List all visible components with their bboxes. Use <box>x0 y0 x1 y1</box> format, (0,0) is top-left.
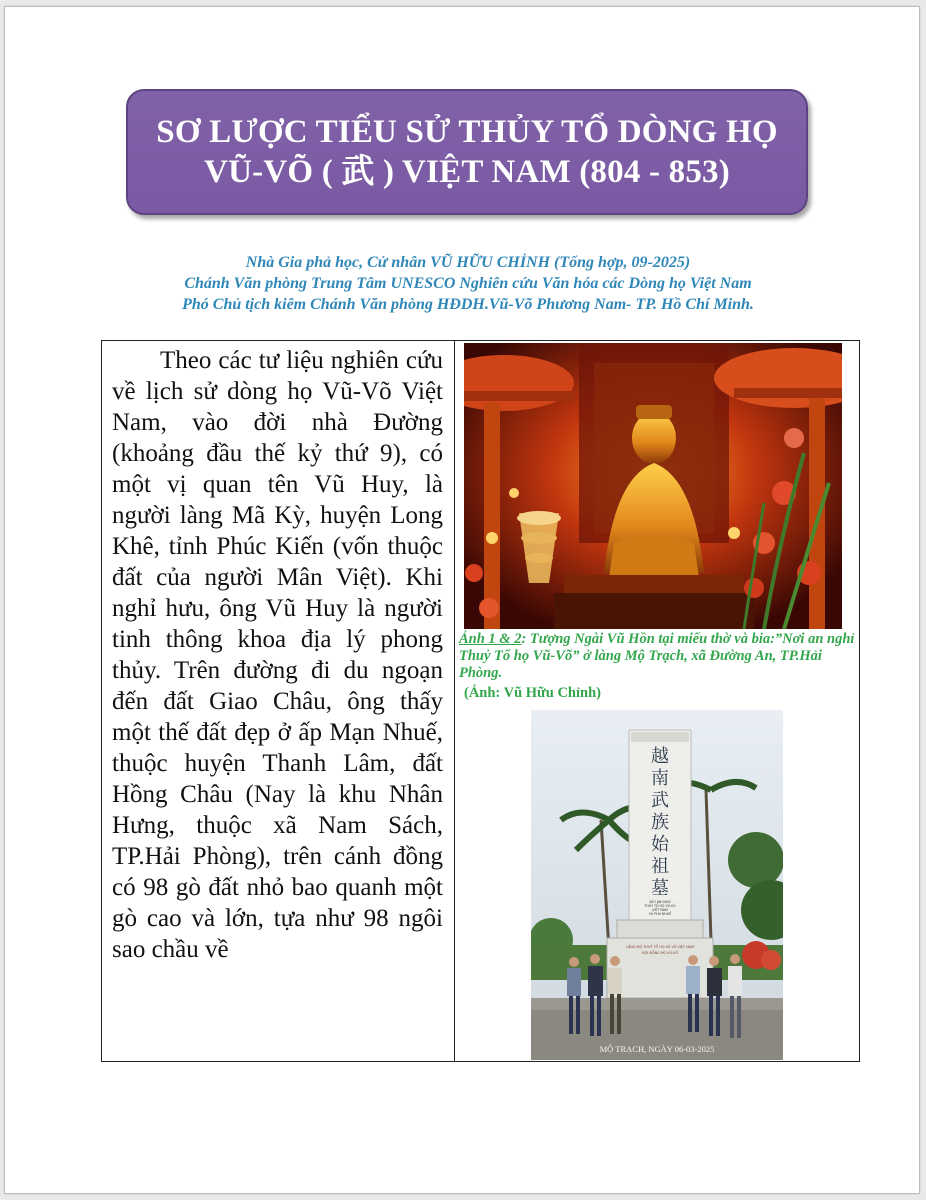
base-text-0: LĂNG MỘ THUỶ TỔ HỌ VŨ VÕ VIỆT NAM <box>626 945 694 949</box>
title-banner <box>126 89 808 215</box>
memorial-stele-photo <box>531 710 783 1060</box>
shrine-statue-photo <box>464 343 842 629</box>
stele-char-6: 墓 <box>651 878 669 899</box>
author-credits <box>45 252 891 315</box>
memorial-stele-illustration <box>531 710 783 1060</box>
stele-char-3: 族 <box>651 812 669 833</box>
stele-char-5: 祖 <box>651 856 669 877</box>
stele-char-4: 始 <box>651 834 669 855</box>
author-line-2: Chánh Văn phòng Trung Tâm UNESCO Nghiên cứu Văn hóa các Dòng họ Việt Nam <box>184 275 752 292</box>
photo-credit: (Ảnh: Vũ Hữu Chỉnh) <box>464 685 601 701</box>
author-line-3: Phó Chủ tịch kiêm Chánh Văn phòng HĐDH.Vũ-Võ Phương Nam- TP. Hồ Chí Minh. <box>182 296 754 313</box>
title-line-2: VŨ-VÕ ( 武 ) VIỆT NAM (804 - 853) <box>204 154 730 190</box>
base-text-1: HỘI ĐỒNG HỌ VŨ-VÕ <box>642 951 678 955</box>
column-divider <box>454 341 455 1061</box>
shrine-statue-illustration <box>464 343 842 629</box>
stele-small-1: THỦY TỔ HỌ VŨ-VÕ <box>644 904 676 908</box>
stele-small-0: NƠI AN NGHỈ <box>649 900 671 904</box>
photo-caption <box>459 631 857 682</box>
document-page <box>4 6 920 1194</box>
content-table <box>101 340 860 1062</box>
body-paragraph: Theo các tư liệu nghiên cứu về lịch sử dòng họ Vũ-Võ Việt Nam, vào đời nhà Đường (khoảng đầu thế kỷ thứ 9), có một vị quan tên Vũ Huy, là người làng Mã Kỳ, huyện Long Khê, tỉnh Phúc Kiến (vốn thuộc đất của người Mân Việt). Khi nghỉ hưu, ông Vũ Huy là người tinh thông khoa địa lý phong thủy. Trên đường đi du ngoạn đến đất Giao Châu, ông thấy một thế đất đẹp ở ấp Mạn Nhuế, thuộc huyện Thanh Lâm, đất Hồng Châu (Nay là khu Nhân Hưng, thuộc xã Nam Sách, TP.Hải Phòng), trên cánh đồng có 98 gò đất nhỏ bao quanh một gò cao và lớn, tựa như 98 ngôi sao chầu về <box>112 347 443 963</box>
title-line-1: SƠ LƯỢC TIỂU SỬ THỦY TỔ DÒNG HỌ <box>156 114 778 150</box>
caption-text: : Tượng Ngài Vũ Hồn tại miếu thờ và bia:”Nơi an nghỉ Thuỷ Tổ họ Vũ-Võ” ở làng Mộ Trạch, xã Đường An, TP.Hải Phòng. <box>459 631 855 681</box>
author-line-1: Nhà Gia phả học, Cử nhân VŨ HỮU CHỈNH (Tổng hợp, 09-2025) <box>245 254 691 271</box>
stele-char-1: 南 <box>651 768 669 789</box>
stele-char-2: 武 <box>651 790 669 811</box>
stele-char-0: 越 <box>651 746 669 767</box>
caption-lead: Ảnh 1 & 2 <box>459 631 522 647</box>
stele-small-2: VIỆT NAM <box>652 908 668 912</box>
stele-small-3: VŨ PHU NHUẾ <box>648 912 672 916</box>
photo-stamp: MỘ TRẠCH, NGÀY 06-03-2025 <box>599 1044 715 1054</box>
